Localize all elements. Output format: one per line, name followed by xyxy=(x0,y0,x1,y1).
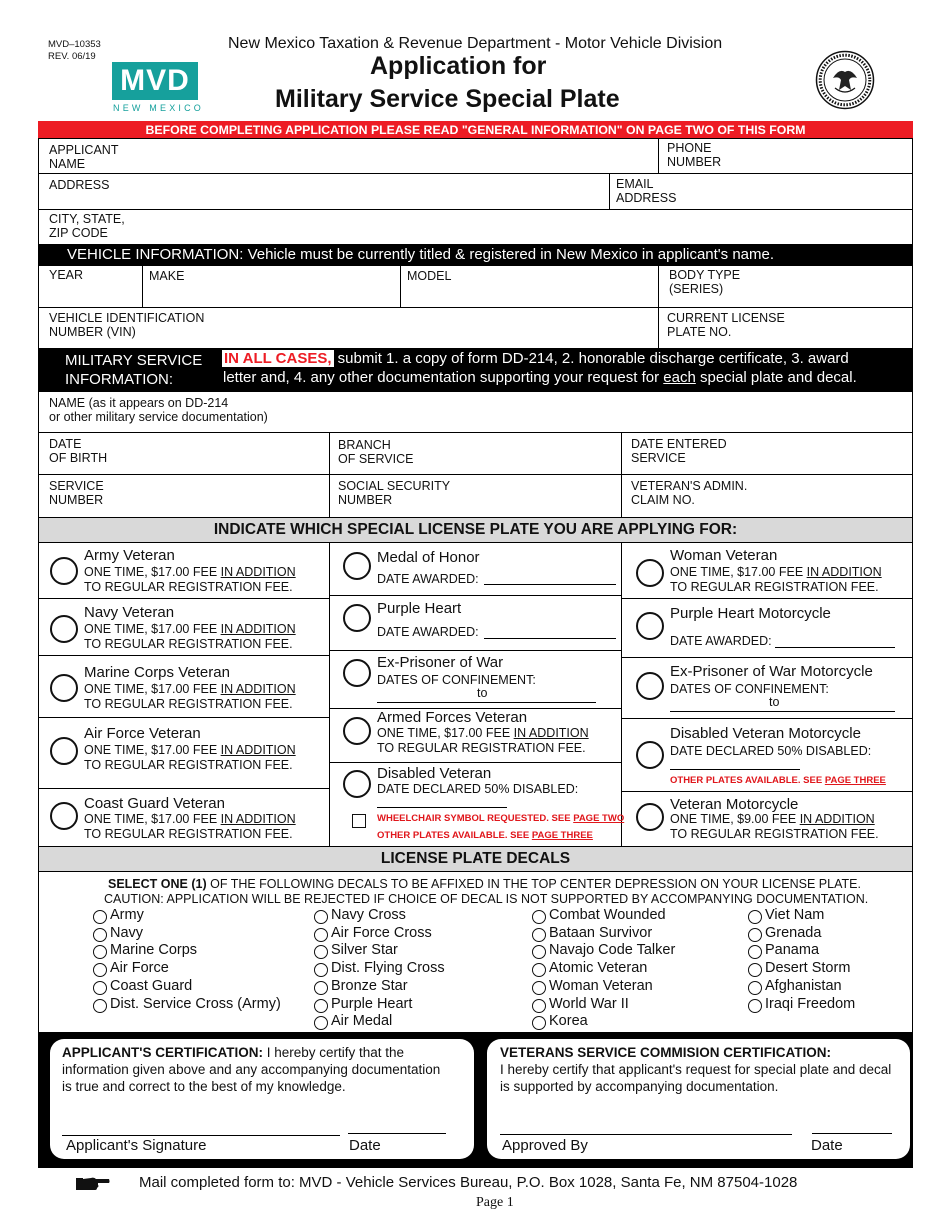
armed-forces-veteran-label: Armed Forces Veteran xyxy=(377,709,528,726)
decal-woman-veteran-radio[interactable] xyxy=(532,981,546,995)
mvd-logo-text: MVD xyxy=(120,64,190,97)
page-title-line2: Military Service Special Plate xyxy=(275,85,620,113)
decal-purple-heart-radio[interactable] xyxy=(314,999,328,1013)
decal-combat-wounded-radio[interactable] xyxy=(532,910,546,924)
year-field[interactable]: YEAR xyxy=(49,268,84,282)
decal-afghanistan-label: Afghanistan xyxy=(765,977,842,994)
military-name-field[interactable]: NAME (as it appears on DD-214 or other military service documentation) xyxy=(49,396,268,424)
decal-coast-guard-label: Coast Guard xyxy=(110,977,193,994)
decal-grenada-radio[interactable] xyxy=(748,928,762,942)
applicant-name-field[interactable]: APPLICANT NAME xyxy=(49,143,119,171)
decal-viet-nam-radio[interactable] xyxy=(748,910,762,924)
ex-prisoner-of-war-radio[interactable] xyxy=(343,659,371,687)
army-veteran-label: Army Veteran xyxy=(84,547,175,564)
decal-air-force-cross-radio[interactable] xyxy=(314,928,328,942)
veteran-motorcycle-radio[interactable] xyxy=(636,803,664,831)
decal-dist-service-cross-army-label: Dist. Service Cross (Army) xyxy=(110,995,281,1012)
medal-of-honor-radio[interactable] xyxy=(343,552,371,580)
purple-heart-label: Purple Heart xyxy=(377,600,462,617)
ex-prisoner-of-war-motorcycle-dates-line[interactable] xyxy=(670,711,895,712)
woman-veteran-label: Woman Veteran xyxy=(670,547,778,564)
purple-heart-motorcycle-label: Purple Heart Motorcycle xyxy=(670,605,831,622)
ex-prisoner-of-war-dates-line[interactable] xyxy=(377,702,596,703)
model-field[interactable]: MODEL xyxy=(407,269,452,283)
decal-world-war-ii-label: World War II xyxy=(549,995,629,1012)
decal-desert-storm-radio[interactable] xyxy=(748,963,762,977)
decal-atomic-veteran-radio[interactable] xyxy=(532,963,546,977)
service-number-field[interactable]: SERVICE NUMBER xyxy=(49,479,104,507)
disabled-veteran-motorcycle-date-line[interactable] xyxy=(670,769,800,770)
ex-prisoner-of-war-label: Ex-Prisoner of War xyxy=(377,654,504,671)
decal-navy-cross-label: Navy Cross xyxy=(331,907,406,923)
email-address-field[interactable]: EMAIL ADDRESS xyxy=(616,177,677,205)
decal-iraqi-freedom-radio[interactable] xyxy=(748,999,762,1013)
wheelchair-checkbox[interactable] xyxy=(352,814,366,828)
form-id: MVD–10353 xyxy=(48,39,101,50)
medal-of-honor-date-line[interactable] xyxy=(484,584,616,585)
decal-army-radio[interactable] xyxy=(93,910,107,924)
form-revision: REV. 06/19 xyxy=(48,51,96,62)
disabled-veteran-radio[interactable] xyxy=(343,770,371,798)
disabled-veteran-motorcycle-label: Disabled Veteran Motorcycle xyxy=(670,725,861,742)
decal-dist-flying-cross-radio[interactable] xyxy=(314,963,328,977)
instructions-banner xyxy=(38,121,913,139)
decal-world-war-ii-radio[interactable] xyxy=(532,999,546,1013)
navy-veteran-radio[interactable] xyxy=(50,615,78,643)
decal-bronze-star-label: Bronze Star xyxy=(331,977,408,994)
vin-field[interactable]: VEHICLE IDENTIFICATION NUMBER (VIN) xyxy=(49,311,205,339)
va-claim-field[interactable]: VETERAN'S ADMIN. CLAIM NO. xyxy=(631,479,748,507)
military-info-header: MILITARY SERVICE INFORMATION: IN ALL CASES, submit 1. a copy of form DD-214, 2. honorable discharge certificate, 3. award letter and, 4. any other documentation supporting your request for each special plate and decal. xyxy=(38,349,913,391)
decal-navy-radio[interactable] xyxy=(93,928,107,942)
decal-air-force-label: Air Force xyxy=(110,960,169,977)
page-number: Page 1 xyxy=(476,1195,514,1210)
approved-by-label: Approved By xyxy=(502,1137,588,1154)
ex-prisoner-of-war-motorcycle-label: Ex-Prisoner of War Motorcycle xyxy=(670,663,873,680)
address-field[interactable]: ADDRESS xyxy=(49,178,110,192)
disabled-veteran-label: Disabled Veteran xyxy=(377,765,492,782)
purple-heart-motorcycle-radio[interactable] xyxy=(636,612,664,640)
veteran-motorcycle-label: Veteran Motorcycle xyxy=(670,796,799,813)
decal-atomic-veteran-label: Atomic Veteran xyxy=(549,960,648,977)
ssn-field[interactable]: SOCIAL SECURITY NUMBER xyxy=(338,479,451,507)
decal-dist-flying-cross-label: Dist. Flying Cross xyxy=(331,960,445,977)
mail-instructions: Mail completed form to: MVD - Vehicle Services Bureau, P.O. Box 1028, Santa Fe, NM 87504-1028 xyxy=(139,1174,798,1191)
woman-veteran-radio[interactable] xyxy=(636,559,664,587)
applicant-date-label: Date xyxy=(349,1137,381,1154)
coast-guard-veteran-radio[interactable] xyxy=(50,802,78,830)
vehicle-info-header: VEHICLE INFORMATION: Vehicle must be currently titled & registered in New Mexico in applicant's name. xyxy=(38,245,913,265)
disabled-veteran-motorcycle-radio[interactable] xyxy=(636,741,664,769)
armed-forces-veteran-radio[interactable] xyxy=(343,717,371,745)
make-field[interactable]: MAKE xyxy=(149,269,185,283)
purple-heart-radio[interactable] xyxy=(343,604,371,632)
air-force-veteran-radio[interactable] xyxy=(50,737,78,765)
in-all-cases-badge: IN ALL CASES, xyxy=(224,350,332,367)
decals-header: LICENSE PLATE DECALS xyxy=(38,846,913,872)
pointing-hand-icon xyxy=(76,1176,110,1192)
current-plate-field[interactable]: CURRENT LICENSE PLATE NO. xyxy=(667,311,785,339)
decal-navy-cross-radio[interactable] xyxy=(314,910,328,924)
decal-silver-star-label: Silver Star xyxy=(331,942,398,959)
decal-coast-guard-radio[interactable] xyxy=(93,981,107,995)
medal-of-honor-label: Medal of Honor xyxy=(377,549,480,566)
decal-dist-service-cross-army-radio[interactable] xyxy=(93,999,107,1013)
navy-veteran-label: Navy Veteran xyxy=(84,604,175,621)
decal-air-force-radio[interactable] xyxy=(93,963,107,977)
decal-iraqi-freedom-label: Iraqi Freedom xyxy=(765,995,856,1012)
approved-by-line[interactable] xyxy=(500,1134,792,1135)
decal-korea-label: Korea xyxy=(549,1013,588,1030)
city-state-zip-field[interactable]: CITY, STATE, ZIP CODE xyxy=(49,212,125,240)
vsc-certification-heading: VETERANS SERVICE COMMISION CERTIFICATION: xyxy=(500,1045,832,1060)
purple-heart-motorcycle-date-line[interactable] xyxy=(775,647,895,648)
decal-bronze-star-radio[interactable] xyxy=(314,981,328,995)
decal-air-force-cross-label: Air Force Cross xyxy=(331,924,432,941)
decal-navajo-code-talker-label: Navajo Code Talker xyxy=(549,942,676,959)
decals-instruction-1: SELECT ONE (1) OF THE FOLLOWING DECALS TO BE AFFIXED IN THE TOP CENTER DEPRESSION ON YOUR LICENSE PLATE. xyxy=(108,877,861,891)
mvd-logo xyxy=(112,62,198,100)
decals-instruction-2: CAUTION: APPLICATION WILL BE REJECTED IF CHOICE OF DECAL IS NOT SUPPORTED BY ACCOMPANYING DOCUMENTATION. xyxy=(104,892,869,906)
ex-prisoner-of-war-motorcycle-radio[interactable] xyxy=(636,672,664,700)
decal-grenada-label: Grenada xyxy=(765,924,822,941)
phone-number-field[interactable]: PHONE NUMBER xyxy=(667,141,722,169)
state-seal-icon xyxy=(815,50,875,110)
date-of-birth-field[interactable]: DATE OF BIRTH xyxy=(49,437,108,465)
purple-heart-date-line[interactable] xyxy=(484,638,616,639)
decal-purple-heart-label: Purple Heart xyxy=(331,995,413,1012)
marine-corps-veteran-radio[interactable] xyxy=(50,674,78,702)
department-name: New Mexico Taxation & Revenue Department - Motor Vehicle Division xyxy=(228,35,723,52)
branch-of-service-field[interactable]: BRANCH OF SERVICE xyxy=(338,438,414,466)
air-force-veteran-label: Air Force Veteran xyxy=(84,725,201,742)
decal-navy-label: Navy xyxy=(110,924,144,941)
applicant-date-line[interactable] xyxy=(348,1133,446,1134)
applicant-signature-line[interactable] xyxy=(62,1135,340,1136)
decal-army-label: Army xyxy=(110,907,144,923)
decal-panama-label: Panama xyxy=(765,942,820,959)
instructions-banner-text: BEFORE COMPLETING APPLICATION PLEASE READ "GENERAL INFORMATION" ON PAGE TWO OF THIS FORM xyxy=(145,123,806,137)
decal-combat-wounded-label: Combat Wounded xyxy=(549,907,666,923)
coast-guard-veteran-label: Coast Guard Veteran xyxy=(84,795,225,812)
body-type-field[interactable]: BODY TYPE (SERIES) xyxy=(669,268,741,296)
army-veteran-radio[interactable] xyxy=(50,557,78,585)
vsc-date-line[interactable] xyxy=(812,1133,892,1134)
page-title-line1: Application for xyxy=(370,52,547,80)
decal-afghanistan-radio[interactable] xyxy=(748,981,762,995)
marine-corps-veteran-label: Marine Corps Veteran xyxy=(84,664,230,681)
decal-bataan-survivor-label: Bataan Survivor xyxy=(549,924,653,941)
disabled-veteran-date-line[interactable] xyxy=(377,807,507,808)
applicant-certification-heading: APPLICANT'S CERTIFICATION: xyxy=(62,1045,263,1060)
date-entered-service-field[interactable]: DATE ENTERED SERVICE xyxy=(631,437,727,465)
vsc-date-label: Date xyxy=(811,1137,843,1154)
plates-header: INDICATE WHICH SPECIAL LICENSE PLATE YOU ARE APPLYING FOR: xyxy=(38,517,913,543)
decal-marine-corps-label: Marine Corps xyxy=(110,942,198,959)
decal-viet-nam-label: Viet Nam xyxy=(765,907,825,923)
decal-woman-veteran-label: Woman Veteran xyxy=(549,977,653,994)
decal-desert-storm-label: Desert Storm xyxy=(765,960,851,977)
decal-bataan-survivor-radio[interactable] xyxy=(532,928,546,942)
decal-air-medal-label: Air Medal xyxy=(331,1013,393,1030)
applicant-signature-label: Applicant's Signature xyxy=(66,1137,207,1154)
mvd-logo-subtext: NEW MEXICO xyxy=(113,103,205,113)
